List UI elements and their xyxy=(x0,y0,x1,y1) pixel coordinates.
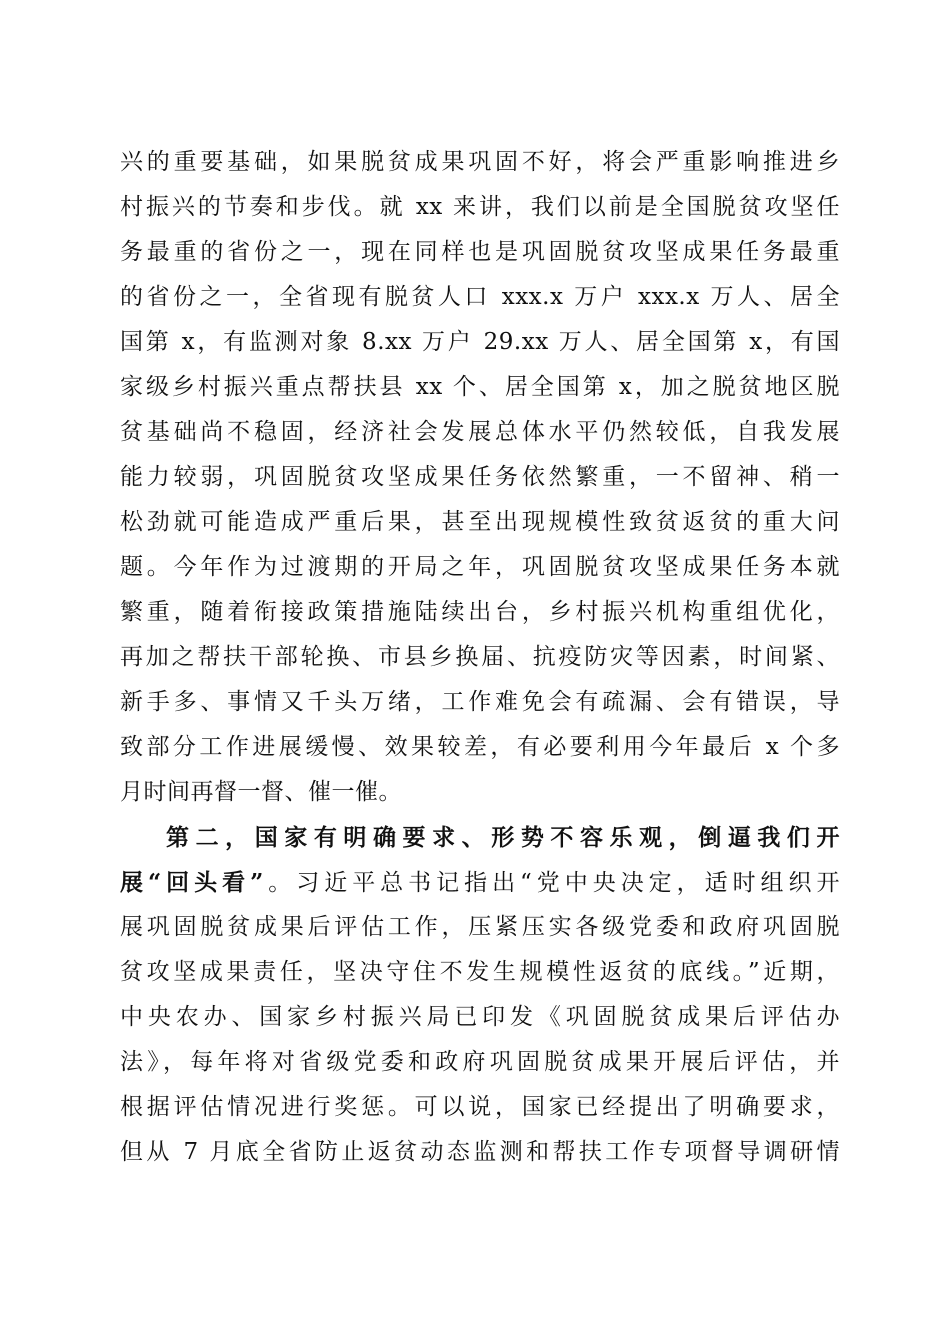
text-line: 贫基础尚不稳固，经济社会发展总体水平仍然较低，自我发展 xyxy=(120,419,840,445)
text-line xyxy=(120,860,840,905)
text-line: 国第 x，有监测对象 8.xx 万户 29.xx 万人、居全国第 x，有国 xyxy=(120,329,840,355)
text-line: 根据评估情况进行奖惩。可以说，国家已经提出了明确要求， xyxy=(120,1094,840,1120)
text-line: 家级乡村振兴重点帮扶县 xx 个、居全国第 x，加之脱贫地区脱 xyxy=(120,374,840,400)
text-line: 能力较弱，巩固脱贫攻坚成果任务依然繁重，一不留神、稍一 xyxy=(120,464,840,490)
text-line: 繁重，随着衔接政策措施陆续出台，乡村振兴机构重组优化， xyxy=(120,599,840,625)
paragraph-1 xyxy=(120,140,840,815)
text-line-rest: 。习近平总书记指出“党中央决定，适时组织开 xyxy=(263,870,840,896)
text-line: 兴的重要基础，如果脱贫成果巩固不好，将会严重影响推进乡 xyxy=(120,149,840,175)
text-line: 松劲就可能造成严重后果，甚至出现规模性致贫返贫的重大问 xyxy=(120,509,840,535)
text-line: 展巩固脱贫成果后评估工作，压紧压实各级党委和政府巩固脱 xyxy=(120,914,840,940)
text-line: 法》，每年将对省级党委和政府巩固脱贫成果开展后评估，并 xyxy=(120,1049,840,1075)
section-heading-line: 第二，国家有明确要求、形势不容乐观，倒逼我们开 xyxy=(166,824,840,851)
text-line: 务最重的省份之一，现在同样也是巩固脱贫攻坚成果任务最重 xyxy=(120,239,840,265)
text-line: 再加之帮扶干部轮换、市县乡换届、抗疫防灾等因素，时间紧、 xyxy=(120,644,840,670)
section-heading-tail: 展“回头看” xyxy=(120,869,264,896)
text-line: 致部分工作进展缓慢、效果较差，有必要利用今年最后 x 个多 xyxy=(120,734,840,760)
text-line: 新手多、事情又千头万绪，工作难免会有疏漏、会有错误，导 xyxy=(120,689,840,715)
text-line: 贫攻坚成果责任，坚决守住不发生规模性返贫的底线。”近期， xyxy=(120,959,840,985)
paragraph-2 xyxy=(120,815,840,1175)
text-line: 中央农办、国家乡村振兴局已印发《巩固脱贫成果后评估办 xyxy=(120,1004,840,1030)
text-line: 月时间再督一督、催一催。 xyxy=(120,779,402,805)
text-line: 的省份之一，全省现有脱贫人口 xxx.x 万户 xxx.x 万人、居全 xyxy=(120,284,840,310)
text-line: 但从 7 月底全省防止返贫动态监测和帮扶工作专项督导调研情 xyxy=(120,1139,840,1165)
text-line: 题。今年作为过渡期的开局之年，巩固脱贫攻坚成果任务本就 xyxy=(120,554,840,580)
text-line: 村振兴的节奏和步伐。就 xx 来讲，我们以前是全国脱贫攻坚任 xyxy=(120,194,840,220)
document-body xyxy=(120,140,840,1175)
